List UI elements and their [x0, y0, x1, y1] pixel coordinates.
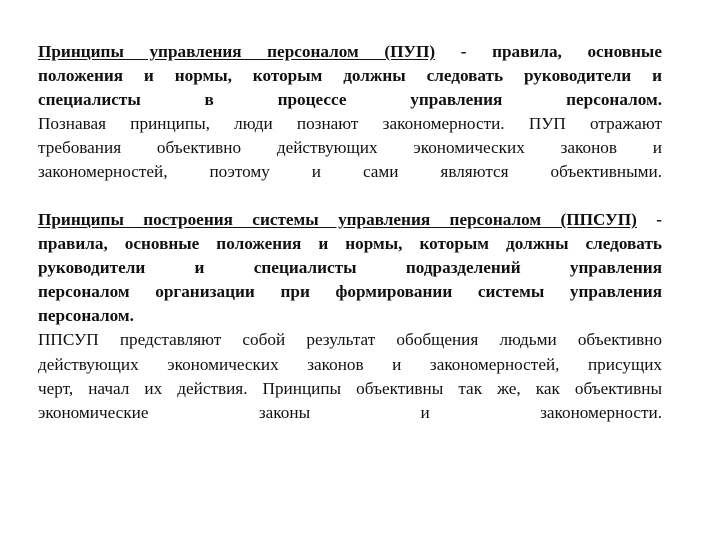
text-line: действующих экономических законов и закономерностей, присущих	[38, 354, 662, 374]
text-line: положения и нормы, которым должны следовать руководители и	[38, 66, 662, 86]
text-line: Познавая принципы, люди познают закономерности. ПУП отражают	[38, 114, 662, 134]
text-line: Принципы управления персоналом (ПУП) - правила, основные	[38, 42, 662, 61]
text-line: ППСУП представляют собой результат обобщения людьми объективно	[38, 330, 662, 350]
text-line: персоналом.	[38, 306, 134, 326]
text-line: специалисты в процессе управления персоналом.	[38, 90, 662, 110]
text-line: экономические законы и закономерности.	[38, 402, 662, 422]
term-ppsup: Принципы построения системы управления персоналом (ППСУП)	[38, 210, 637, 229]
paragraph-pup	[38, 40, 662, 185]
text-line: закономерностей, поэтому и сами являются объективными.	[38, 162, 662, 182]
text-line: правила, основные положения и нормы, которым должны следовать	[38, 234, 662, 254]
text-line: черт, начал их действия. Принципы объективны так же, как объективны	[38, 378, 662, 398]
text-line: требования объективно действующих экономических законов и	[38, 138, 662, 158]
term-pup: Принципы управления персоналом (ПУП)	[38, 42, 436, 61]
text-line: руководители и специалисты подразделений управления	[38, 258, 662, 278]
text-line: Принципы построения системы управления персоналом (ППСУП) -	[38, 210, 662, 229]
text-line: персоналом организации при формировании системы управления	[38, 282, 662, 302]
paragraph-ppsup	[38, 208, 662, 425]
